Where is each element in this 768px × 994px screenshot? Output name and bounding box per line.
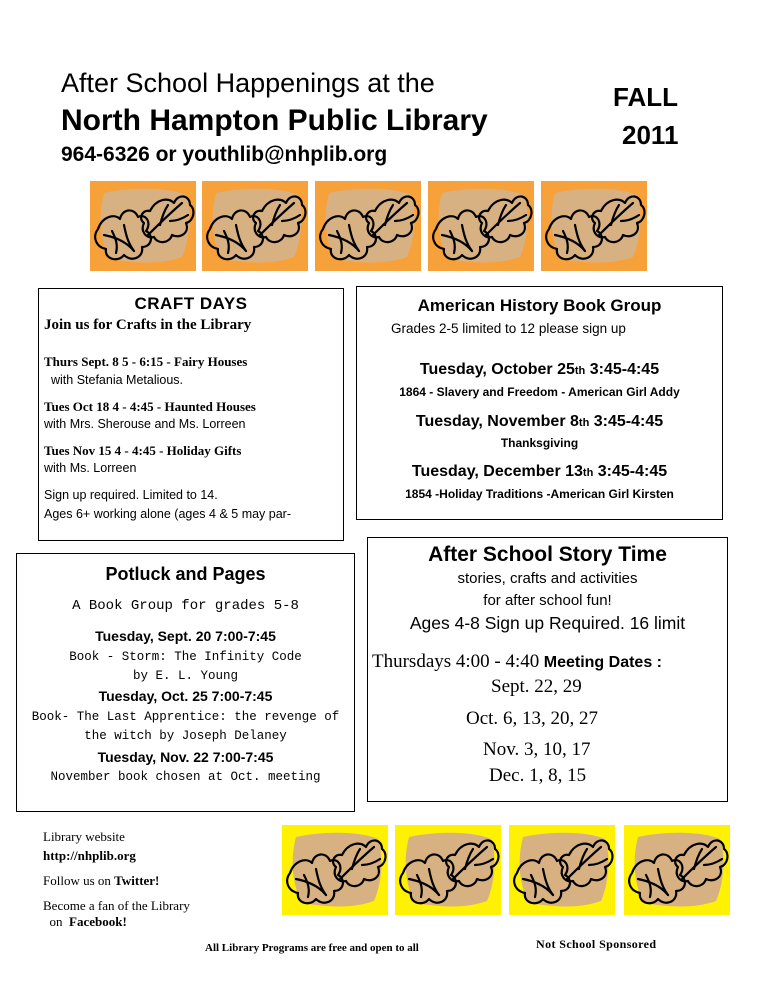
craft-event-2-heading: Tues Oct 18 4 - 4:45 - Haunted Houses (44, 399, 256, 414)
craft-event-1-host: with Stefania Metalious. (51, 373, 184, 387)
year-label: 2011 (622, 120, 679, 150)
potluck-book-2-title: Book- The Last Apprentice: the revenge of (31, 710, 340, 724)
potluck-subtitle: A Book Group for grades 5-8 (72, 598, 299, 614)
not-sponsored-note: Not School Sponsored (536, 937, 657, 951)
library-name: North Hampton Public Library (61, 104, 488, 137)
craft-age-note: Ages 6+ working alone (ages 4 & 5 may par- (44, 507, 292, 521)
contact-info: 964-6326 or youthlib@nhplib.org (61, 143, 388, 166)
season-label: FALL (613, 82, 678, 112)
website-link[interactable]: http://nhplib.org (43, 848, 136, 863)
craft-signup-note: Sign up required. Limited to 14. (44, 488, 218, 502)
story-time-line-3: Ages 4-8 Sign up Required. 16 limit (409, 613, 686, 633)
potluck-pages-box (16, 553, 355, 812)
story-dates-dec: Dec. 1, 8, 15 (489, 765, 587, 786)
craft-days-title: CRAFT DAYS (134, 294, 248, 313)
twitter-link[interactable]: Twitter! (114, 873, 160, 888)
history-title: American History Book Group (417, 296, 662, 315)
leaf-tile-icon (282, 825, 388, 915)
story-time-title: After School Story Time (428, 543, 667, 566)
story-dates-nov: Nov. 3, 10, 17 (483, 739, 591, 760)
leaf-tile-icon (624, 825, 730, 915)
potluck-book-3-note: November book chosen at Oct. meeting (50, 770, 321, 784)
leaf-tile-icon (509, 825, 615, 915)
craft-days-box (38, 288, 344, 541)
potluck-book-2-author: the witch by Joseph Delaney (84, 729, 287, 743)
twitter-follow: Follow us on Twitter! (43, 873, 160, 888)
craft-event-1-heading: Thurs Sept. 8 5 - 6:15 - Fairy Houses (44, 354, 248, 369)
history-date-2: Tuesday, November 8th 3:45-4:45 (415, 413, 664, 430)
potluck-meeting-3: Tuesday, Nov. 22 7:00-7:45 (97, 749, 274, 765)
facebook-on: on Facebook! (43, 914, 127, 929)
craft-days-subtitle: Join us for Crafts in the Library (44, 317, 252, 333)
potluck-meeting-2: Tuesday, Oct. 25 7:00-7:45 (98, 688, 273, 704)
leaf-tile-icon (202, 181, 308, 271)
story-time-line-1: stories, crafts and activities (457, 570, 638, 587)
story-dates-oct: Oct. 6, 13, 20, 27 (466, 708, 598, 729)
leaf-tile-icon (428, 181, 534, 271)
header-line-1: After School Happenings at the (61, 68, 435, 98)
story-time-schedule: Thursdays 4:00 - 4:40 Meeting Dates : (372, 651, 662, 672)
potluck-book-1-author: by E. L. Young (132, 669, 239, 683)
facebook-fan-text: Become a fan of the Library (43, 898, 190, 913)
potluck-book-1-title: Book - Storm: The Infinity Code (69, 650, 302, 664)
history-date-1: Tuesday, October 25th 3:45-4:45 (419, 361, 660, 378)
history-topic-2: Thanksgiving (500, 436, 579, 450)
craft-event-3-host: with Ms. Lorreen (44, 461, 137, 475)
craft-event-2-host: with Mrs. Sherouse and Ms. Lorreen (44, 417, 246, 431)
american-history-box (356, 286, 723, 520)
leaf-tile-icon (315, 181, 421, 271)
history-topic-1: 1864 - Slavery and Freedom - American Girl Addy (399, 385, 680, 399)
potluck-meeting-1: Tuesday, Sept. 20 7:00-7:45 (95, 628, 276, 644)
potluck-title: Potluck and Pages (105, 564, 266, 584)
free-programs-note: All Library Programs are free and open to all (205, 942, 419, 954)
story-time-box (367, 537, 728, 802)
craft-event-3-heading: Tues Nov 15 4 - 4:45 - Holiday Gifts (44, 443, 242, 458)
history-topic-3: 1854 -Holiday Traditions -American Girl Kirsten (405, 487, 674, 501)
facebook-link[interactable]: Facebook! (69, 914, 127, 929)
story-dates-sept: Sept. 22, 29 (491, 676, 582, 697)
story-time-line-2: for after school fun! (483, 592, 612, 609)
history-date-3: Tuesday, December 13th 3:45-4:45 (411, 463, 668, 480)
leaf-tile-icon (395, 825, 501, 915)
leaf-tile-icon (541, 181, 647, 271)
history-subtitle: Grades 2-5 limited to 12 please sign up (391, 321, 626, 336)
website-label: Library website (43, 829, 125, 844)
leaf-tile-icon (90, 181, 196, 271)
